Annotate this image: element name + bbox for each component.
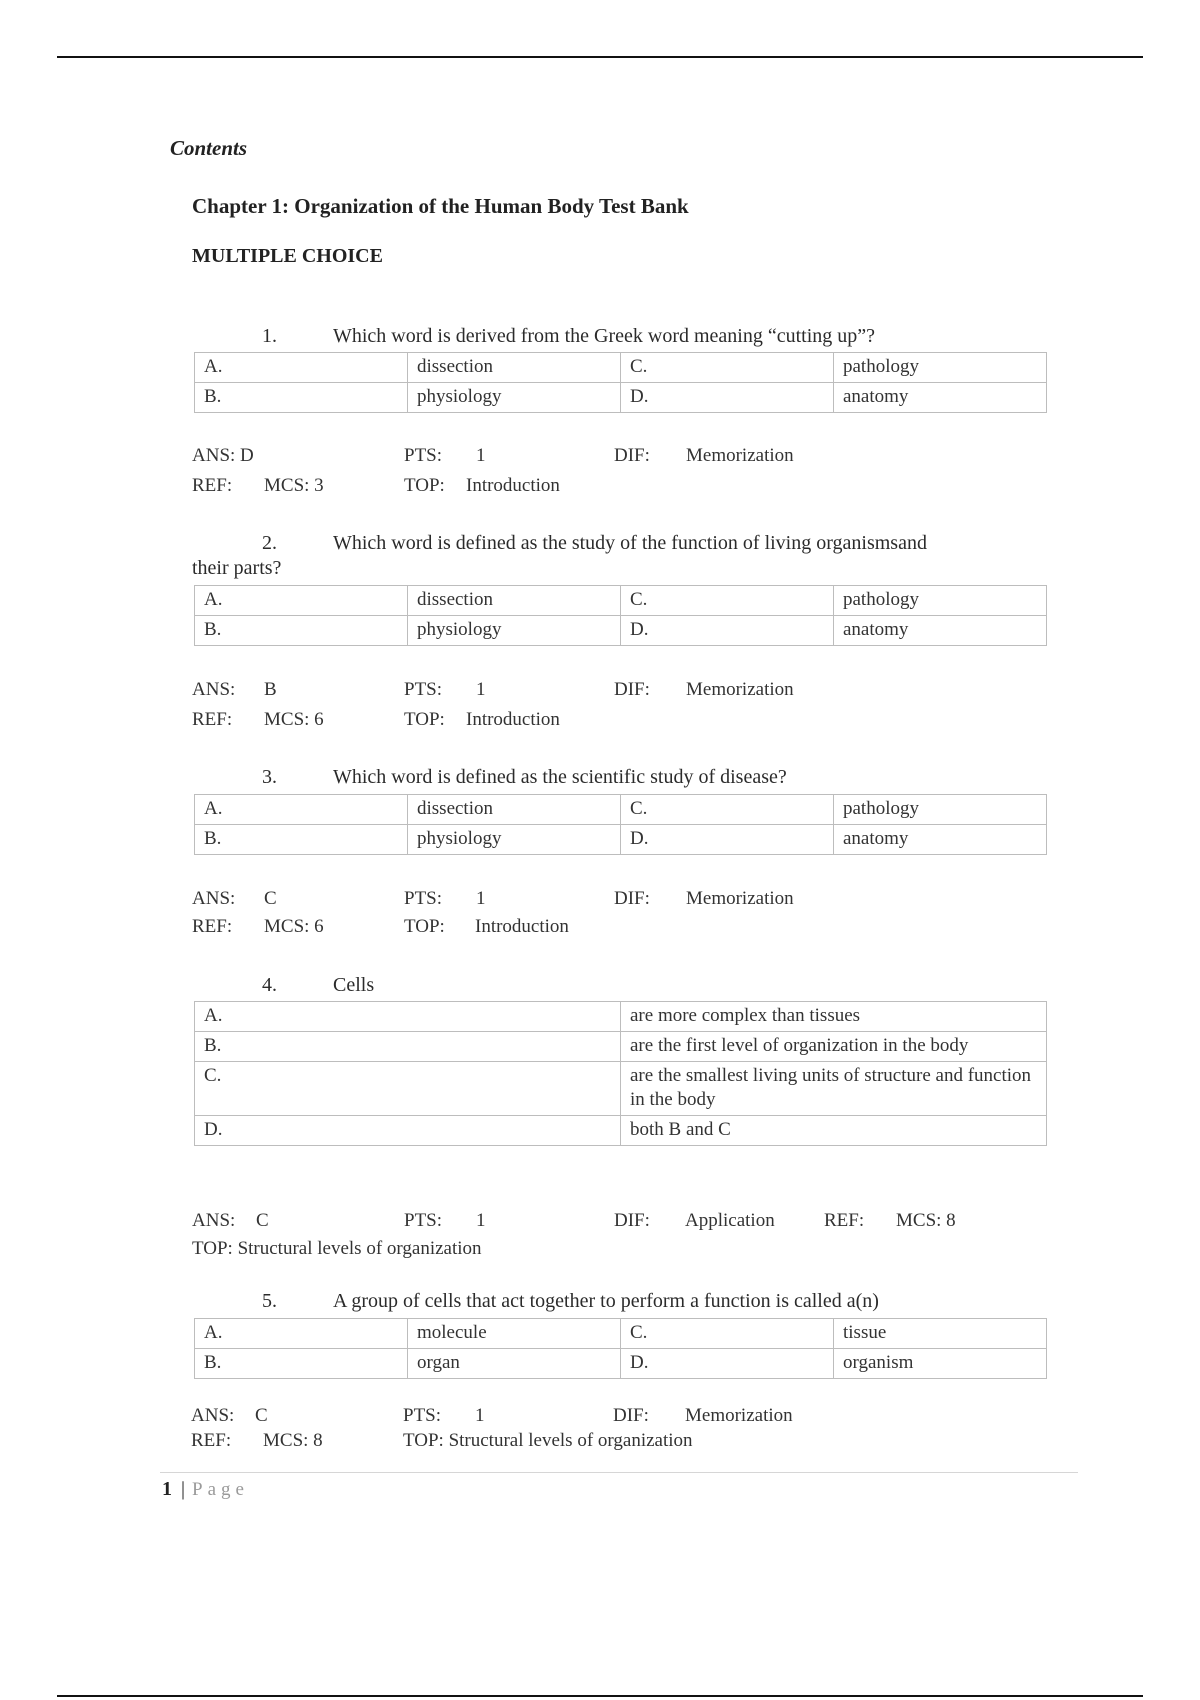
points-value: 1 — [476, 1210, 486, 1231]
answer-label: ANS: — [192, 679, 236, 700]
difficulty-label: DIF: — [614, 1210, 650, 1231]
option-letter: A. — [195, 795, 408, 825]
option-text: physiology — [408, 383, 621, 413]
reference-label: REF: — [824, 1210, 865, 1231]
table-row — [195, 825, 1047, 855]
topic-value: Introduction — [466, 709, 560, 730]
option-text: organism — [834, 1349, 1047, 1379]
option-letter: B. — [195, 1349, 408, 1379]
option-letter: C. — [621, 1319, 834, 1349]
header-rule — [57, 56, 1143, 58]
option-text: dissection — [408, 795, 621, 825]
difficulty-value: Memorization — [686, 679, 794, 700]
table-row — [195, 1062, 1047, 1116]
difficulty-label: DIF: — [614, 445, 650, 466]
table-row — [195, 1032, 1047, 1062]
footer-rule — [160, 1472, 1078, 1473]
points-value: 1 — [476, 679, 486, 700]
question-number: 2. — [262, 532, 277, 554]
option-letter: B. — [195, 616, 408, 646]
topic-label: TOP: — [404, 709, 445, 730]
option-text: tissue — [834, 1319, 1047, 1349]
option-letter: D. — [621, 383, 834, 413]
answer-value: B — [264, 679, 277, 700]
points-label: PTS: — [404, 1210, 443, 1231]
option-letter: D. — [195, 1116, 621, 1146]
answer-value: C — [264, 888, 277, 909]
table-row — [195, 586, 1047, 616]
answer-value: C — [256, 1210, 269, 1231]
page-number: 1 — [162, 1478, 172, 1500]
topic-value: Introduction — [466, 475, 560, 496]
topic-value: Introduction — [475, 916, 569, 937]
reference-value: MCS: 6 — [264, 916, 324, 937]
option-letter: B. — [195, 825, 408, 855]
options-table — [194, 1318, 1047, 1379]
option-letter: C. — [621, 795, 834, 825]
contents-heading: Contents — [170, 136, 248, 160]
option-text: physiology — [408, 825, 621, 855]
question-number: 5. — [262, 1290, 277, 1312]
question-text: Cells — [333, 974, 375, 996]
bottom-rule — [57, 1695, 1143, 1697]
option-text: pathology — [834, 795, 1047, 825]
answer-label: ANS: — [192, 1210, 236, 1231]
options-table — [194, 794, 1047, 855]
option-letter: C. — [621, 353, 834, 383]
difficulty-value: Memorization — [685, 1405, 793, 1426]
option-letter: A. — [195, 353, 408, 383]
option-text: pathology — [834, 353, 1047, 383]
table-row — [195, 616, 1047, 646]
option-text: organ — [408, 1349, 621, 1379]
option-letter: A. — [195, 586, 408, 616]
option-text: dissection — [408, 586, 621, 616]
option-text: are more complex than tissues — [621, 1002, 1047, 1032]
table-row — [195, 1319, 1047, 1349]
options-table — [194, 585, 1047, 646]
option-letter: D. — [621, 825, 834, 855]
option-text: molecule — [408, 1319, 621, 1349]
points-label: PTS: — [404, 445, 443, 466]
question-text: Which word is derived from the Greek word meaning “cutting up”? — [333, 325, 876, 347]
points-label: PTS: — [404, 679, 443, 700]
answer-label: ANS: — [191, 1405, 235, 1426]
answer-value: C — [255, 1405, 268, 1426]
option-text: pathology — [834, 586, 1047, 616]
question-text: A group of cells that act together to perform a function is called a(n) — [333, 1290, 879, 1312]
page-separator: | — [181, 1478, 186, 1500]
option-text: dissection — [408, 353, 621, 383]
options-table — [194, 1001, 1047, 1146]
options-table — [194, 352, 1047, 413]
option-letter: C. — [195, 1062, 621, 1116]
topic-label: TOP: — [404, 916, 445, 937]
table-row — [195, 383, 1047, 413]
table-row — [195, 1116, 1047, 1146]
points-value: 1 — [475, 1405, 485, 1426]
reference-value: MCS: 3 — [264, 475, 324, 496]
option-text: anatomy — [834, 383, 1047, 413]
option-letter: B. — [195, 1032, 621, 1062]
option-letter: A. — [195, 1319, 408, 1349]
points-label: PTS: — [404, 888, 443, 909]
table-row — [195, 795, 1047, 825]
option-text: physiology — [408, 616, 621, 646]
difficulty-value: Memorization — [686, 888, 794, 909]
option-letter: D. — [621, 616, 834, 646]
table-row — [195, 1002, 1047, 1032]
reference-value: MCS: 6 — [264, 709, 324, 730]
points-value: 1 — [476, 445, 486, 466]
table-row — [195, 353, 1047, 383]
question-number: 1. — [262, 325, 277, 347]
table-row — [195, 1349, 1047, 1379]
question-number: 4. — [262, 974, 277, 996]
difficulty-value: Application — [685, 1210, 775, 1231]
option-text: both B and C — [621, 1116, 1047, 1146]
difficulty-label: DIF: — [613, 1405, 649, 1426]
reference-label: REF: — [192, 709, 233, 730]
question-text: Which word is defined as the study of the function of living organismsand — [333, 532, 927, 554]
option-letter: B. — [195, 383, 408, 413]
option-letter: C. — [621, 586, 834, 616]
option-text: are the first level of organization in the body — [621, 1032, 1047, 1062]
option-letter: D. — [621, 1349, 834, 1379]
reference-label: REF: — [192, 916, 233, 937]
section-heading: MULTIPLE CHOICE — [192, 245, 383, 267]
answer-label: ANS: — [192, 888, 236, 909]
option-text: anatomy — [834, 825, 1047, 855]
question-text: Which word is defined as the scientific study of disease? — [333, 766, 787, 788]
topic-line: TOP: Structural levels of organization — [403, 1430, 693, 1451]
option-text: anatomy — [834, 616, 1047, 646]
reference-label: REF: — [191, 1430, 232, 1451]
topic-line: TOP: Structural levels of organization — [192, 1238, 482, 1259]
difficulty-label: DIF: — [614, 679, 650, 700]
option-letter: A. — [195, 1002, 621, 1032]
reference-value: MCS: 8 — [263, 1430, 323, 1451]
question-number: 3. — [262, 766, 277, 788]
page-label: Page — [192, 1479, 249, 1500]
difficulty-label: DIF: — [614, 888, 650, 909]
option-text: are the smallest living units of structure and function in the body — [621, 1062, 1047, 1116]
points-value: 1 — [476, 888, 486, 909]
chapter-title: Chapter 1: Organization of the Human Body Test Bank — [192, 194, 689, 218]
topic-label: TOP: — [404, 475, 445, 496]
reference-label: REF: — [192, 475, 233, 496]
answer-label: ANS: D — [192, 445, 254, 466]
reference-value: MCS: 8 — [896, 1210, 956, 1231]
points-label: PTS: — [403, 1405, 442, 1426]
difficulty-value: Memorization — [686, 445, 794, 466]
question-text-continued: their parts? — [192, 557, 282, 579]
